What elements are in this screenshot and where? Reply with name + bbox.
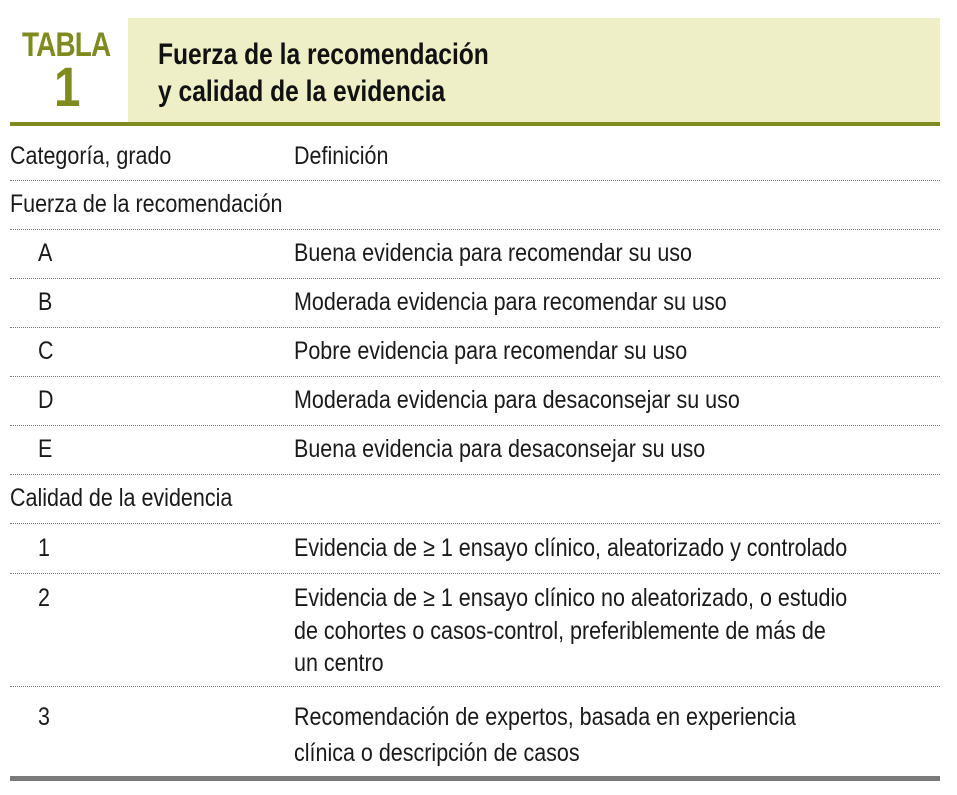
- table-tag-number: 1: [54, 55, 81, 118]
- column-header-row: [10, 132, 940, 181]
- grade-cell: 2: [38, 584, 50, 612]
- table-tag: [10, 18, 128, 122]
- table-row: [10, 279, 940, 328]
- column-header-category: Categoría, grado: [10, 142, 172, 170]
- table-title-line-1: Fuerza de la recomendación: [158, 38, 489, 71]
- definition-cell: Pobre evidencia para recomendar su uso: [294, 337, 688, 365]
- definition-line: clínica o descripción de casos: [294, 739, 580, 767]
- definition-cell: Moderada evidencia para desaconsejar su uso: [294, 386, 740, 414]
- definition-line: Evidencia de ≥ 1 ensayo clínico no aleatorizado, o estudio: [294, 584, 848, 612]
- grade-cell: E: [38, 435, 53, 463]
- table-row: [10, 574, 940, 687]
- bottom-rule: [10, 776, 940, 781]
- table-tag-word: TABLA: [22, 26, 111, 64]
- table-header: [10, 18, 940, 122]
- table-row: [10, 230, 940, 279]
- grade-cell: C: [38, 337, 54, 365]
- grade-cell: B: [38, 288, 53, 316]
- grade-cell: D: [38, 386, 54, 414]
- column-header-definition: Definición: [294, 142, 389, 170]
- definition-cell: Evidencia de ≥ 1 ensayo clínico, aleatorizado y controlado: [294, 534, 848, 562]
- definition-line: Recomendación de expertos, basada en experiencia: [294, 703, 796, 731]
- table-row: [10, 687, 940, 775]
- header-rule: [10, 122, 940, 126]
- table-row: [10, 377, 940, 426]
- definition-line: de cohortes o casos-control, preferiblemente de más de: [294, 617, 826, 645]
- table-title-line-2: y calidad de la evidencia: [158, 75, 446, 108]
- section-row-strength: [10, 181, 940, 230]
- section-title-strength: Fuerza de la recomendación: [10, 190, 283, 218]
- section-title-quality: Calidad de la evidencia: [10, 484, 233, 512]
- definition-cell: Buena evidencia para recomendar su uso: [294, 239, 693, 267]
- definition-cell: Moderada evidencia para recomendar su uso: [294, 288, 727, 316]
- table-row: [10, 524, 940, 574]
- grade-cell: A: [38, 239, 53, 267]
- table-title-box: [128, 18, 940, 122]
- section-row-quality: [10, 475, 940, 524]
- grade-cell: 1: [38, 534, 50, 562]
- definition-line: un centro: [294, 649, 384, 677]
- grade-cell: 3: [38, 703, 50, 731]
- table-row: [10, 426, 940, 475]
- definition-cell: Buena evidencia para desaconsejar su uso: [294, 435, 706, 463]
- table-row: [10, 328, 940, 377]
